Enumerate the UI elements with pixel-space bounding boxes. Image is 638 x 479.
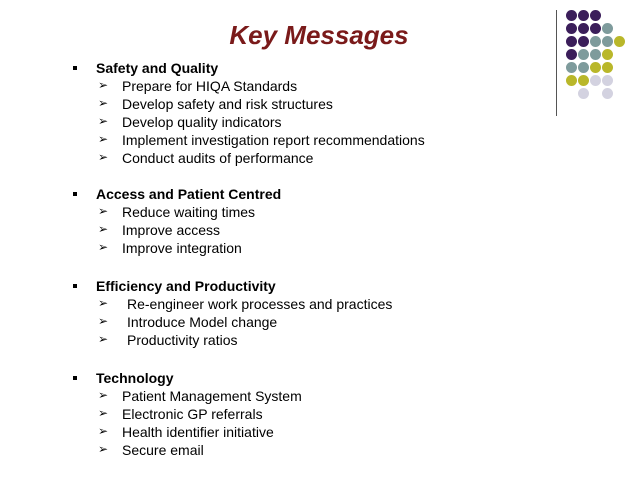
- square-bullet-icon: [73, 66, 77, 70]
- arrow-bullet-icon: ➢: [98, 388, 109, 402]
- dot: [590, 10, 601, 21]
- arrow-bullet-icon: ➢: [98, 150, 109, 164]
- dot: [578, 10, 589, 21]
- list-item: ➢ Reduce waiting times: [98, 204, 256, 220]
- dot: [578, 49, 589, 60]
- list-item: ➢ Develop quality indicators: [98, 114, 282, 130]
- section-heading: Efficiency and Productivity: [96, 278, 276, 294]
- square-bullet-icon: [73, 376, 77, 380]
- list-item: ➢ Conduct audits of performance: [98, 150, 314, 166]
- dot: [578, 36, 589, 47]
- arrow-bullet-icon: ➢: [98, 96, 109, 110]
- arrow-bullet-icon: ➢: [98, 314, 109, 328]
- arrow-bullet-icon: ➢: [98, 114, 109, 128]
- list-item: ➢ Patient Management System: [98, 388, 302, 404]
- list-item: ➢ Secure email: [98, 442, 204, 458]
- dot: [590, 23, 601, 34]
- dot: [602, 49, 613, 60]
- dot: [602, 23, 613, 34]
- arrow-bullet-icon: ➢: [98, 442, 109, 456]
- dot: [578, 23, 589, 34]
- list-item: ➢ Productivity ratios: [98, 332, 238, 348]
- arrow-bullet-icon: ➢: [98, 424, 109, 438]
- dot: [602, 36, 613, 47]
- list-item: ➢ Improve access: [98, 222, 221, 238]
- list-item: ➢ Health identifier initiative: [98, 424, 274, 440]
- section-access-and-patient-centred: [0, 186, 600, 258]
- arrow-bullet-icon: ➢: [98, 332, 109, 346]
- square-bullet-icon: [73, 284, 77, 288]
- list-item: ➢ Implement investigation report recommendations: [98, 132, 425, 148]
- section-heading: Technology: [96, 370, 174, 386]
- section-efficiency-and-productivity: [0, 278, 600, 350]
- arrow-bullet-icon: ➢: [98, 406, 109, 420]
- section-safety-and-quality: [0, 60, 600, 168]
- dot: [590, 49, 601, 60]
- dot: [566, 10, 577, 21]
- dot: [614, 36, 625, 47]
- section-heading: Safety and Quality: [96, 60, 219, 76]
- section-technology: [0, 370, 600, 460]
- arrow-bullet-icon: ➢: [98, 240, 109, 254]
- arrow-bullet-icon: ➢: [98, 222, 109, 236]
- dot: [602, 62, 613, 73]
- arrow-bullet-icon: ➢: [98, 132, 109, 146]
- dot: [566, 23, 577, 34]
- list-item: ➢ Introduce Model change: [98, 314, 278, 330]
- dot: [602, 88, 613, 99]
- dot: [566, 49, 577, 60]
- arrow-bullet-icon: ➢: [98, 204, 109, 218]
- arrow-bullet-icon: ➢: [98, 78, 109, 92]
- list-item: ➢ Develop safety and risk structures: [98, 96, 333, 112]
- dot: [590, 36, 601, 47]
- list-item: ➢ Re-engineer work processes and practices: [98, 296, 393, 312]
- list-item: ➢ Improve integration: [98, 240, 242, 256]
- arrow-bullet-icon: ➢: [98, 296, 109, 310]
- dot: [566, 36, 577, 47]
- section-heading: Access and Patient Centred: [96, 186, 282, 202]
- list-item: ➢ Prepare for HIQA Standards: [98, 78, 298, 94]
- square-bullet-icon: [73, 192, 77, 196]
- dot: [602, 75, 613, 86]
- list-item: ➢ Electronic GP referrals: [98, 406, 263, 422]
- slide-title: Key Messages: [229, 20, 409, 50]
